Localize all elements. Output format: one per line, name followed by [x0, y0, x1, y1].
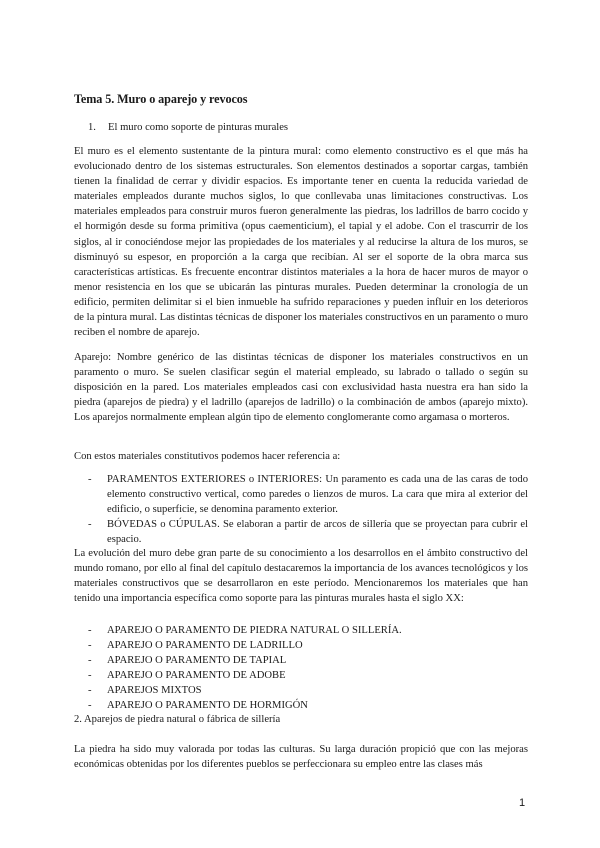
paragraph-referencia: Con estos materiales constitutivos podemos hacer referencia a:: [74, 451, 341, 462]
section-1-heading: [88, 120, 288, 135]
list-item-text: APAREJO O PARAMENTO DE TAPIAL: [107, 655, 287, 667]
paragraph-piedra: La piedra ha sido muy valorada por todas las culturas. Su larga duración propició que con las mejoras económicas obtenidas por los diferentes pueblos se perfeccionara su empleo entre las clases más: [74, 744, 528, 771]
dash-bullet: -: [88, 700, 92, 712]
list-item: [88, 638, 528, 653]
list-item-text: BÓVEDAS o CÚPULAS. Se elaboran a partir de arcos de sillería que se proyectan para cubrir el espacio.: [107, 519, 528, 546]
list-item-text: APAREJO O PARAMENTO DE HORMIGÓN: [107, 700, 308, 712]
paragraph-muro: El muro es el elemento sustentante de la pintura mural: como elemento constructivo es el que más ha evolucionado dentro de los sistemas estructurales. Son elementos destinados a soportar cargas, también tienen la finalidad de cerrar y dividir espacios. Es importante tener en cuenta la reducida variedad de materiales empleados durante muchos siglos, lo que conllevaba unas limitaciones constructivas. Los materiales empleados para construir muros fueron generalmente las piedras, los ladrillos de barro cocido y el hormigón desde su forma primitiva (opus caementicium), el tapial y el adobe. Con el trascurrir de los siglos, al ir conociéndose mejor las propiedades de los materiales y al reducirse la altura de los muros, se disminuyó su espesor, en proporción a la carga que recibían. Al ser el soporte de la obra marca sus características artísticas. Es frecuente encontrar distintos materiales a la hora de hacer muros de mayor o menor resistencia en los que se ubicarán las pinturas murales. Pueden determinar la cronología de un edificio, permiten delimitar si el bien inmueble ha sufrido reparaciones y pueden influir en los deterioros de la pintura mural. Las distintas técnicas de disponer los materiales constructivos en un paramento o muro reciben el nombre de aparejo.: [74, 146, 528, 339]
list-item-text: APAREJO O PARAMENTO DE PIEDRA NATURAL O SILLERÍA.: [107, 625, 402, 636]
page-number: 1: [519, 797, 526, 809]
list-item: [88, 668, 528, 683]
list-item-text: APAREJOS MIXTOS: [107, 685, 202, 697]
aparejos-list: [88, 623, 528, 714]
list-item: [88, 683, 528, 698]
list-item-text: PARAMENTOS EXTERIORES o INTERIORES: Un paramento es cada una de las caras de todo elemento constructivo vertical, como paredes o lienzos de muros. La cara que mira al exterior del edificio, o superficie, se denomina paramento exterior.: [107, 474, 528, 516]
paragraph-evolucion: La evolución del muro debe gran parte de su conocimiento a los desarrollos en el ámbito constructivo del mundo romano, por ello al final del capítulo destacaremos la importancia de los avances tecnológicos y los materiales constructivos que se desarrollaron en este período. Mencionaremos los materiales que han tenido una importancia específica como soporte para las pinturas murales hasta el siglo XX:: [74, 548, 528, 605]
materials-list: [88, 472, 528, 547]
list-item: [88, 517, 528, 547]
list-item: [88, 623, 528, 638]
section-number: 1.: [88, 122, 96, 133]
list-item-text: APAREJO O PARAMENTO DE ADOBE: [107, 670, 286, 682]
section-title: El muro como soporte de pinturas murales: [108, 122, 289, 133]
dash-bullet: -: [88, 519, 92, 531]
section-2-heading: 2. Aparejos de piedra natural o fábrica de sillería: [74, 714, 281, 725]
dash-bullet: -: [88, 640, 92, 652]
document-title: Tema 5. Muro o aparejo y revocos: [74, 92, 248, 106]
dash-bullet: -: [88, 474, 92, 485]
list-item: [88, 472, 528, 517]
paragraph-aparejo: Aparejo: Nombre genérico de las distintas técnicas de disponer los materiales constructivos en un paramento o muro. Se suelen clasificar según el material empleado, su labrado o tallado o según su disposición en la pared. Los materiales empleados casi con exclusividad hasta nuestra era han sido la piedra (aparejos de piedra) y el ladrillo (aparejos de ladrillo) o la combinación de ambos (aparejo mixto). Los aparejos normalmente emplean algún tipo de elemento conglomerante como argamasa o morteros.: [74, 352, 528, 424]
dash-bullet: -: [88, 670, 92, 682]
list-item-text: APAREJO O PARAMENTO DE LADRILLO: [107, 640, 303, 652]
dash-bullet: -: [88, 625, 92, 636]
dash-bullet: -: [88, 655, 92, 667]
dash-bullet: -: [88, 685, 92, 697]
list-item: [88, 653, 528, 668]
